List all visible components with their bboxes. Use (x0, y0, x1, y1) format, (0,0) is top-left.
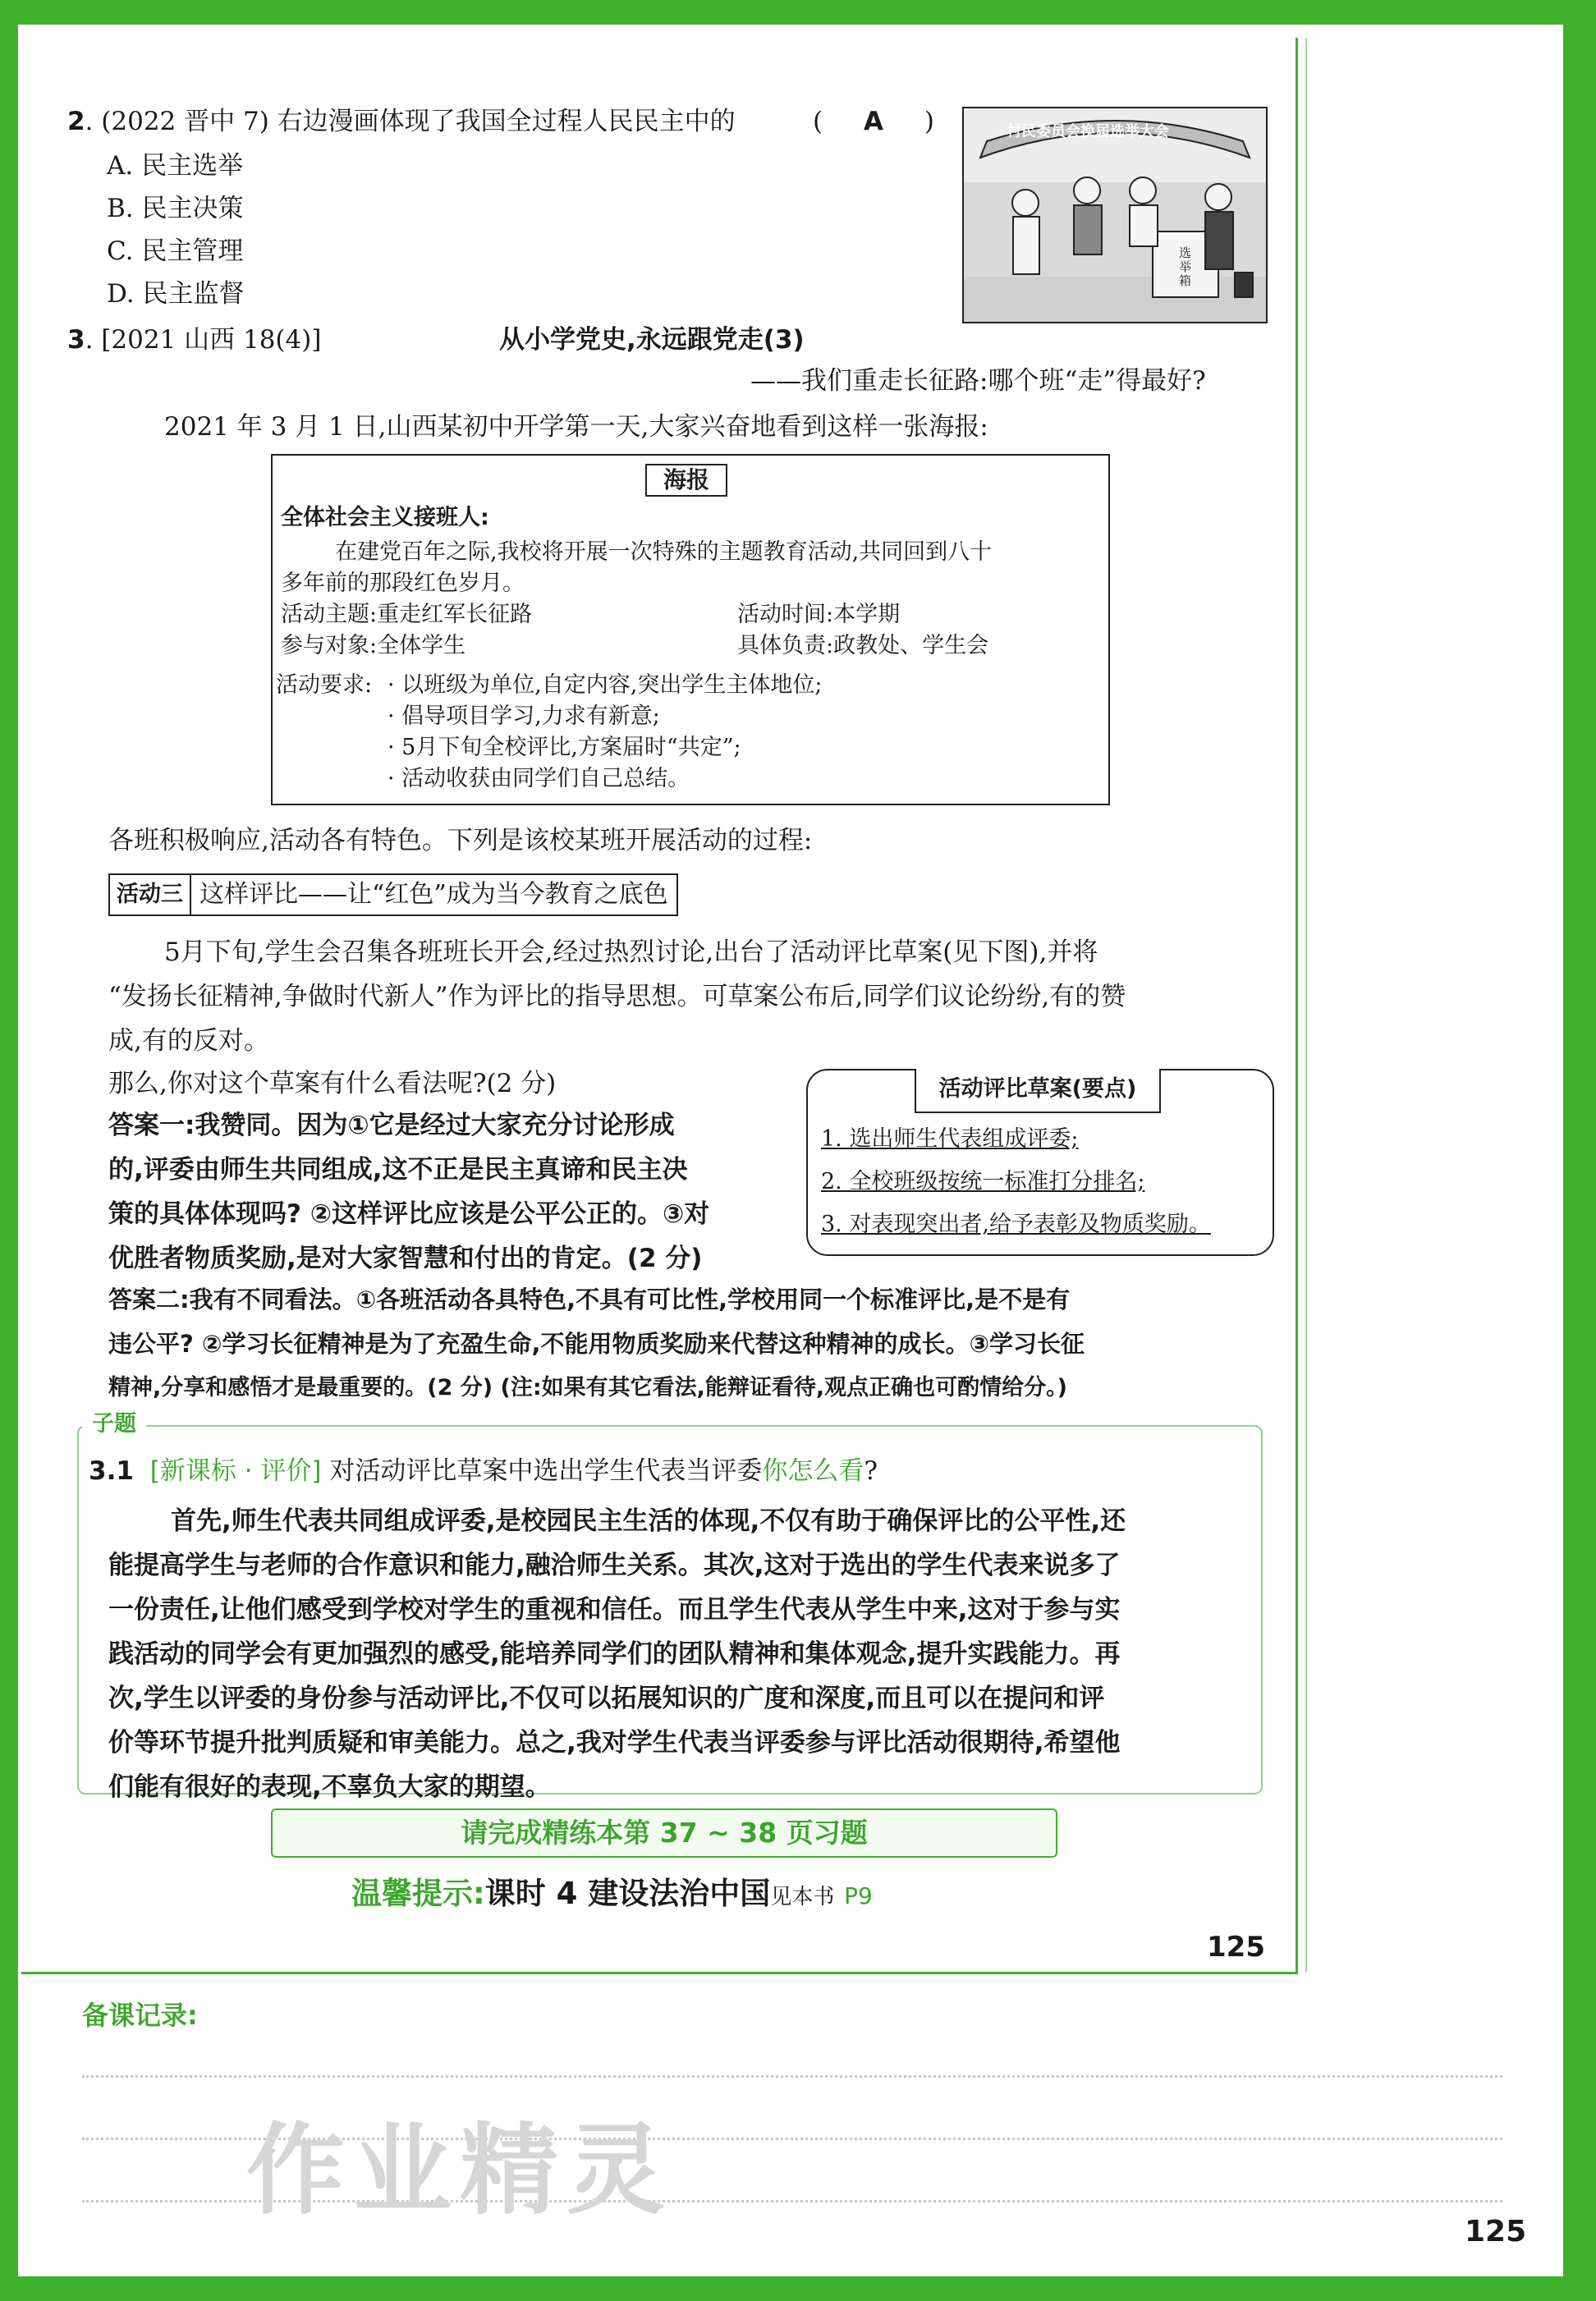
page-number-inner: 125 (1207, 1931, 1265, 1964)
answer-one-line: 策的具体体现吗? ②这样评比应该是公平公正的。③对 (108, 1199, 710, 1229)
q2-answer-paren (813, 105, 934, 138)
warm-tip (351, 1873, 873, 1918)
answer-two (108, 1277, 1085, 1410)
sub-answer-line: 能提高学生与老师的合作意识和能力,融洽师生关系。其次,这对于选出的学生代表来说多了 (108, 1551, 1121, 1580)
q2-option-c: C. 民主管理 (107, 236, 244, 266)
draft-item: 1. 选出师生代表组成评委; (821, 1126, 1079, 1152)
paren-open: ( (813, 107, 823, 136)
sub-question-stem-end: ? (864, 1456, 878, 1486)
sub-question-stem (89, 1455, 878, 1487)
answer-two-line: 违公平? ②学习长征精神是为了充盈生命,不能用物质奖励来代替这种精神的成长。③学习长征 (108, 1330, 1085, 1358)
answer-one-line: 答案一:我赞同。因为①它是经过大家充分讨论形成 (108, 1111, 675, 1140)
q3-number: 3 (67, 325, 85, 355)
poster-body-line-1: 在建党百年之际,我校将开展一次特殊的主题教育活动,共同回到八十 (335, 539, 993, 565)
poster-responsible: 具体负责:政教处、学生会 (737, 633, 989, 658)
sub-answer-line: 一份责任,让他们感受到学校对学生的重视和信任。而且学生代表从学生中来,这对于参与实 (108, 1595, 1121, 1625)
answer-one-line: 优胜者物质奖励,是对大家智慧和付出的肯定。(2 分) (108, 1244, 703, 1273)
practice-ribbon: 请完成精练本第 37 ~ 38 页习题 (271, 1808, 1057, 1858)
poster-box (271, 454, 1110, 805)
sub-question-stem-text: 对活动评比草案中选出学生代表当评委 (329, 1456, 763, 1486)
tip-page: P9 (844, 1882, 873, 1909)
q2-option-d: D. 民主监督 (107, 279, 245, 309)
q3-paragraph-2: 各班积极响应,活动各有特色。下列是该校某班开展活动的过程: (108, 826, 813, 855)
q2-options (107, 144, 244, 315)
q2-option-a: A. 民主选举 (107, 151, 244, 181)
q2-option-b: B. 民主决策 (107, 194, 244, 223)
q3-paragraph-3-line-2: “发扬长征精神,争做时代新人”作为评比的指导思想。可草案公布后,同学们议论纷纷,有的赞 (108, 982, 1126, 1011)
cartoon-image (962, 107, 1268, 323)
cartoon-banner-text: 村民委员会换届选举大会 (1007, 123, 1169, 140)
answer-one (108, 1103, 709, 1281)
sub-answer-line: 们能有很好的表现,不辜负大家的期望。 (108, 1772, 551, 1802)
q2-answer: A (863, 107, 883, 136)
sub-question-label: [新课标 · 评价] (149, 1456, 322, 1486)
q2-stem-text: . (2022 晋中 7) 右边漫画体现了我国全过程人民民主中的 (85, 107, 736, 136)
q2-stem (67, 105, 736, 138)
poster-requirement: · 5月下旬全校评比,方案届时“共定”; (388, 735, 741, 760)
q3-title: 从小学党史,永远跟党走(3) (499, 325, 805, 355)
draft-item: 3. 对表现突出者,给予表彰及物质奖励。 (821, 1212, 1211, 1237)
q3-source-text: . [2021 山西 18(4)] (85, 325, 322, 355)
poster-requirement: · 倡导项目学习,力求有新意; (388, 704, 660, 729)
answer-two-line: 精神,分享和感悟才是最重要的。(2 分) (注:如果有其它看法,能辩证看待,观点正确也可酌情给分。) (108, 1375, 1068, 1400)
notes-line (82, 2075, 1502, 2078)
q3-source (67, 323, 321, 356)
page-number-outer: 125 (1465, 2215, 1527, 2248)
q3-intro: 2021 年 3 月 1 日,山西某初中开学第一天,大家兴奋地看到这样一张海报: (164, 412, 988, 442)
draft-item: 2. 全校班级按统一标准打分排名; (821, 1169, 1145, 1194)
paren-close: ) (924, 107, 934, 136)
activity-tag: 活动三 (110, 875, 191, 914)
poster-participants: 参与对象:全体学生 (281, 633, 466, 658)
tip-see: 见本书 (770, 1885, 835, 1909)
tip-lesson: 课时 4 建设法治中国 (484, 1876, 771, 1911)
poster-theme: 活动主题:重走红军长征路 (281, 602, 533, 627)
sub-answer-line: 首先,师生代表共同组成评委,是校园民主生活的体现,不仅有助于确保评比的公平性,还 (171, 1506, 1126, 1536)
lesson-notes-label: 备课记录: (82, 2000, 198, 2031)
answer-two-line: 答案二:我有不同看法。①各班活动各具特色,不具有可比性,学校用同一个标准评比,是不是有 (108, 1286, 1071, 1313)
draft-box (806, 1069, 1274, 1256)
q2-number: 2 (67, 107, 85, 136)
poster-requirement: · 活动收获由同学们自己总结。 (388, 766, 690, 791)
answer-one-line: 的,评委由师生共同组成,这不正是民主真谛和民主决 (108, 1155, 688, 1185)
draft-title: 活动评比草案(要点) (915, 1069, 1161, 1113)
content-frame-edge (1305, 38, 1307, 1972)
q3-paragraph-3-line-1: 5月下旬,学生会召集各班班长开会,经过热烈讨论,出台了活动评比草案(见下图),并将 (164, 937, 1098, 967)
sub-question-number: 3.1 (89, 1456, 134, 1486)
sub-question-stem-highlight: 你怎么看 (762, 1456, 864, 1486)
sub-question-answer (108, 1499, 1258, 1809)
cartoon-ballot-box-label: 选举箱 (1179, 245, 1192, 288)
q3-paragraph-3-line-3: 成,有的反对。 (108, 1026, 269, 1056)
sub-answer-line: 价等环节提升批判质疑和审美能力。总之,我对学生代表当评委参与评比活动很期待,希望他 (108, 1728, 1121, 1758)
activity-text: 这样评比——让“红色”成为当今教育之底色 (200, 880, 668, 909)
sub-question-tag: 子题 (82, 1410, 146, 1438)
activity-three-box (108, 873, 678, 916)
poster-body-line-2: 多年前的那段红色岁月。 (281, 571, 525, 596)
sub-answer-line: 次,学生以评委的身份参与活动评比,不仅可以拓展知识的广度和深度,而且可以在提问和评 (108, 1684, 1105, 1713)
watermark-logo: 作业精灵 (246, 2114, 673, 2228)
poster-requirement: · 以班级为单位,自定内容,突出学生主体地位; (388, 672, 823, 698)
poster-title: 海报 (645, 464, 727, 497)
q3-question: 那么,你对这个草案有什么看法呢?(2 分) (108, 1069, 557, 1098)
sub-answer-line: 践活动的同学会有更加强烈的感受,能培养同学们的团队精神和集体观念,提升实践能力。再 (108, 1639, 1121, 1669)
poster-time: 活动时间:本学期 (737, 602, 901, 627)
q3-subtitle: ——我们重走长征路:哪个班“走”得最好? (750, 366, 1206, 396)
poster-salutation: 全体社会主义接班人: (281, 505, 489, 530)
poster-requirements-label: 活动要求: (276, 672, 373, 698)
tip-label: 温馨提示: (351, 1876, 485, 1911)
